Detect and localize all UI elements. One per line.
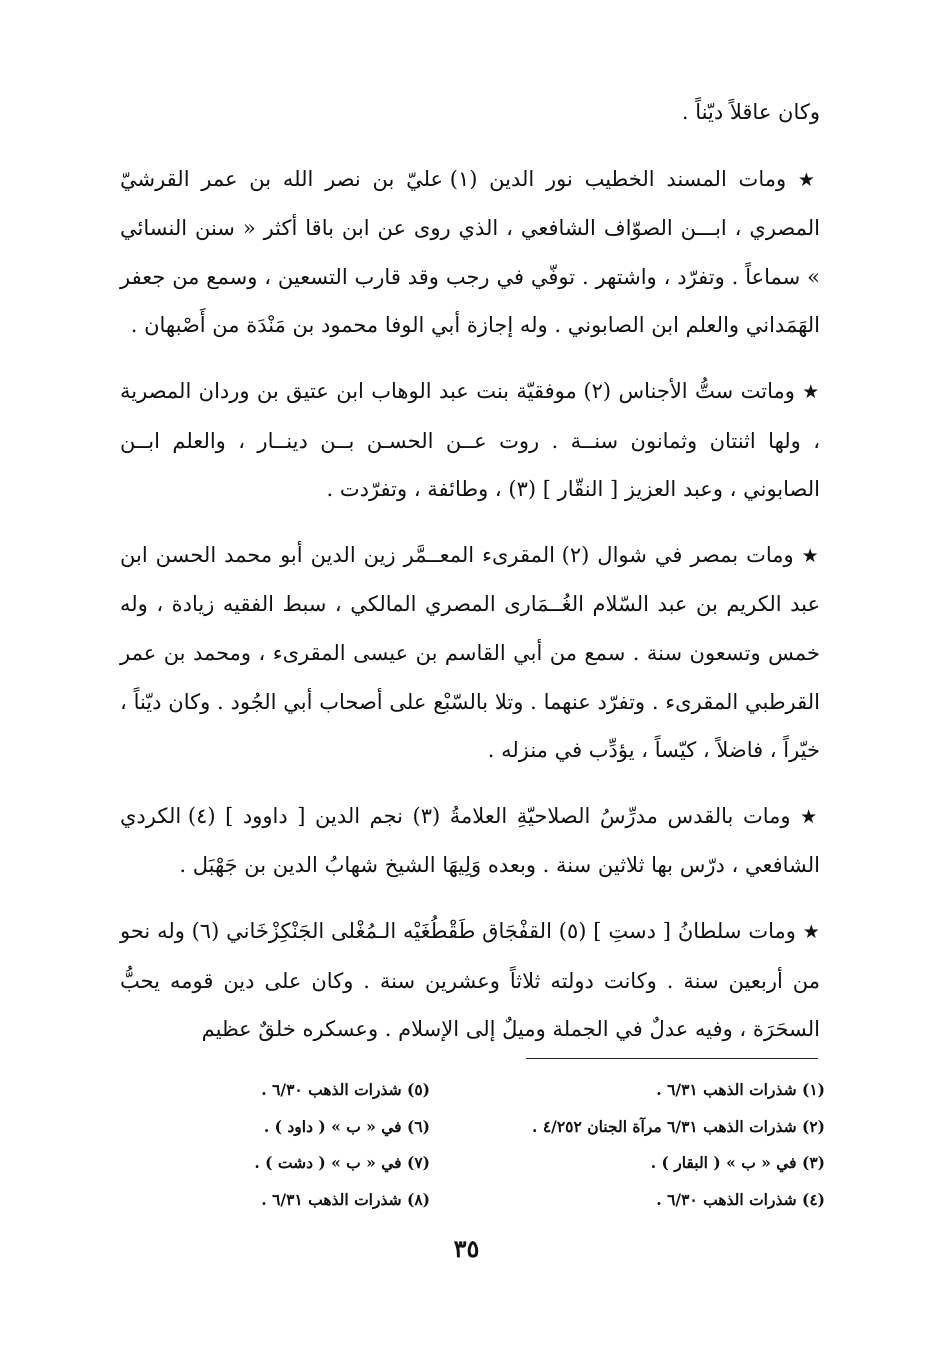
page-number: ٣٥	[453, 1234, 480, 1263]
footnotes-right-column	[430, 1072, 825, 1218]
footnote-6: (٦) في « ب » ( داود ) .	[263, 1116, 430, 1136]
paragraph-6-text: ومات سلطانُ [ دستِ ] (٥) القفْجَاق طَقْطُغَيْه الـمُغْلى الجَنْكِزْخَاني (٦) وله نحو من أربعين سنة . وكانت دولته ثلاثاً وعشرين سنة . وكان على دين قومه يحبُّ السحَرَة ، وفيه عدلٌ في الجملة وميلٌ إلى الإسلام . وعسكره خلقٌ عظيم	[120, 918, 820, 1042]
footnotes-left-column	[190, 1072, 430, 1218]
star-icon: ★	[801, 544, 820, 567]
footnote-4: (٤) شذرات الذهب ٦/٣٠ .	[656, 1189, 825, 1209]
paragraph-2	[120, 155, 820, 350]
paragraph-5-text: ومات بالقدس مدرِّسُ الصلاحيّةِ العلامةُ (٣) نجم الدين [ داوود ] (٤) الكردي الشافعي ، درّس بها ثلاثين سنة . وبعده وَلِيهَا الشيخ شهابُ الدين بن جَهْبَل .	[120, 803, 820, 878]
footnote-divider	[526, 1058, 818, 1059]
footnote-8: (٨) شذرات الذهب ٦/٣١ .	[261, 1189, 430, 1209]
main-text	[120, 88, 820, 1054]
paragraph-3-text: وماتت ستُّ الأجناس (٢) موفقيّة بنت عبد الوهاب ابن عتيق بن وردان المصرية ، ولها اثنتان وثمانون سنــة . روت عــن الحسـن بــن دينــار ، والعلم ابــن الصابوني ، وعبد العزيز [ النقّار ] (٣) ، وطائفة ، وتفرّدت .	[120, 378, 820, 502]
paragraph-4-text: ومات بمصر في شوال (٢) المقرىء المعــمَّر زين الدين أبو محمد الحسن ابن عبد الكريم بن عبد السّلام الغُــمَارى المصري المالكي ، سبط الفقيه زيادة ، وله خمس وتسعون سنة . سمع من أبي القاسم بن عيسى المقرىء ، ومحمد بن عمر القرطبي المقرىء . وتفرّد عنهما . وتلا بالسّبْع على أصحاب أبي الجُود . وكان ديّناً ، خيّراً ، فاضلاً ، كيّساً ، يؤدِّب في منزله .	[120, 542, 820, 763]
footnote-1: (١) شذرات الذهب ٦/٣١ .	[656, 1080, 825, 1099]
footnote-3: (٣) في « ب » ( البقار ) .	[650, 1153, 825, 1172]
paragraph-3	[120, 367, 820, 514]
star-icon: ★	[800, 805, 820, 828]
star-icon: ★	[802, 920, 820, 943]
footnote-2: (٢) شذرات الذهب ٦/٣١ مرآة الجنان ٤/٢٥٢ .	[532, 1116, 825, 1136]
paragraph-4	[120, 531, 820, 775]
star-icon: ★	[802, 380, 820, 403]
paragraph-5	[120, 792, 820, 890]
paragraph-2-text: ومات المسند الخطيب نور الدين (١) عليّ بن نصر الله بن عمر القرشيّ المصري ، ابـــن الصوّاف الشافعي ، الذي روى عن ابن باقا أكثر « سنن النسائي » سماعاً . وتفرّد ، واشتهر . توفّي في رجب وقد قارب التسعين ، وسمع من جعفر الهَمَداني والعلم ابن الصابوني . وله إجازة أبي الوفا محمود بن مَنْدَة من أَصْبهان .	[120, 166, 820, 338]
paragraph-1	[120, 88, 820, 137]
star-icon: ★	[797, 168, 820, 191]
footnote-5: (٥) شذرات الذهب ٦/٣٠ .	[261, 1080, 430, 1099]
paragraph-6	[120, 907, 820, 1054]
footnote-7: (٧) في « ب » ( دشت ) .	[254, 1153, 430, 1172]
footnotes	[190, 1072, 825, 1218]
paragraph-1-text: وكان عاقلاً ديّناً .	[681, 100, 820, 124]
